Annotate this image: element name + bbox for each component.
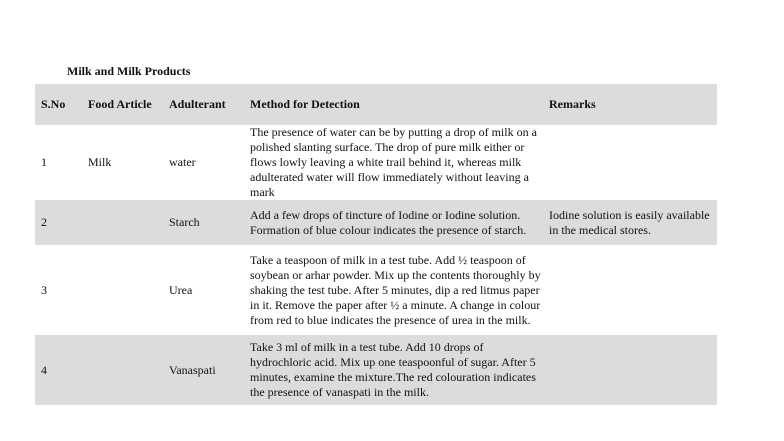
cell-food-article [82, 335, 163, 405]
header-remarks: Remarks [543, 84, 717, 125]
cell-method: Add a few drops of tincture of Iodine or Iodine solution. Formation of blue colour indicates the presence of starch. [244, 200, 543, 245]
header-method: Method for Detection [244, 84, 543, 125]
adulterant-table [35, 84, 717, 405]
table-row [35, 245, 717, 335]
cell-adulterant: Vanaspati [163, 335, 244, 405]
cell-sno: 1 [35, 125, 82, 200]
header-food-article: Food Article [82, 84, 163, 125]
header-sno: S.No [35, 84, 82, 125]
table-header-row [35, 84, 717, 125]
cell-method: Take a teaspoon of milk in a test tube. Add ½ teaspoon of soybean or arhar powder. Mix up the contents thoroughly by shaking the test tube. After 5 minutes, dip a red litmus paper in it. Remove the paper after ½ a minute. A change in colour from red to blue indicates the presence of urea in the milk. [244, 245, 543, 335]
table-row [35, 200, 717, 245]
section-title: Milk and Milk Products [67, 64, 191, 78]
cell-adulterant: Urea [163, 245, 244, 335]
cell-method: Take 3 ml of milk in a test tube. Add 10 drops of hydrochloric acid. Mix up one teaspoonful of sugar. After 5 minutes, examine the mixture.The red colouration indicates the presence of vanaspati in the milk. [244, 335, 543, 405]
cell-sno: 4 [35, 335, 82, 405]
cell-adulterant: Starch [163, 200, 244, 245]
table-row [35, 125, 717, 200]
cell-remarks [543, 245, 717, 335]
cell-adulterant: water [163, 125, 244, 200]
cell-sno: 3 [35, 245, 82, 335]
cell-sno: 2 [35, 200, 82, 245]
cell-remarks [543, 335, 717, 405]
cell-food-article [82, 200, 163, 245]
cell-method: The presence of water can be by putting a drop of milk on a polished slanting surface. The drop of pure milk either or flows lowly leaving a white trail behind it, whereas milk adulterated water will flow immediately without leaving a mark [244, 125, 543, 200]
table-row [35, 335, 717, 405]
cell-food-article [82, 245, 163, 335]
cell-remarks: Iodine solution is easily available in the medical stores. [543, 200, 717, 245]
cell-remarks [543, 125, 717, 200]
header-adulterant: Adulterant [163, 84, 244, 125]
cell-food-article: Milk [82, 125, 163, 200]
